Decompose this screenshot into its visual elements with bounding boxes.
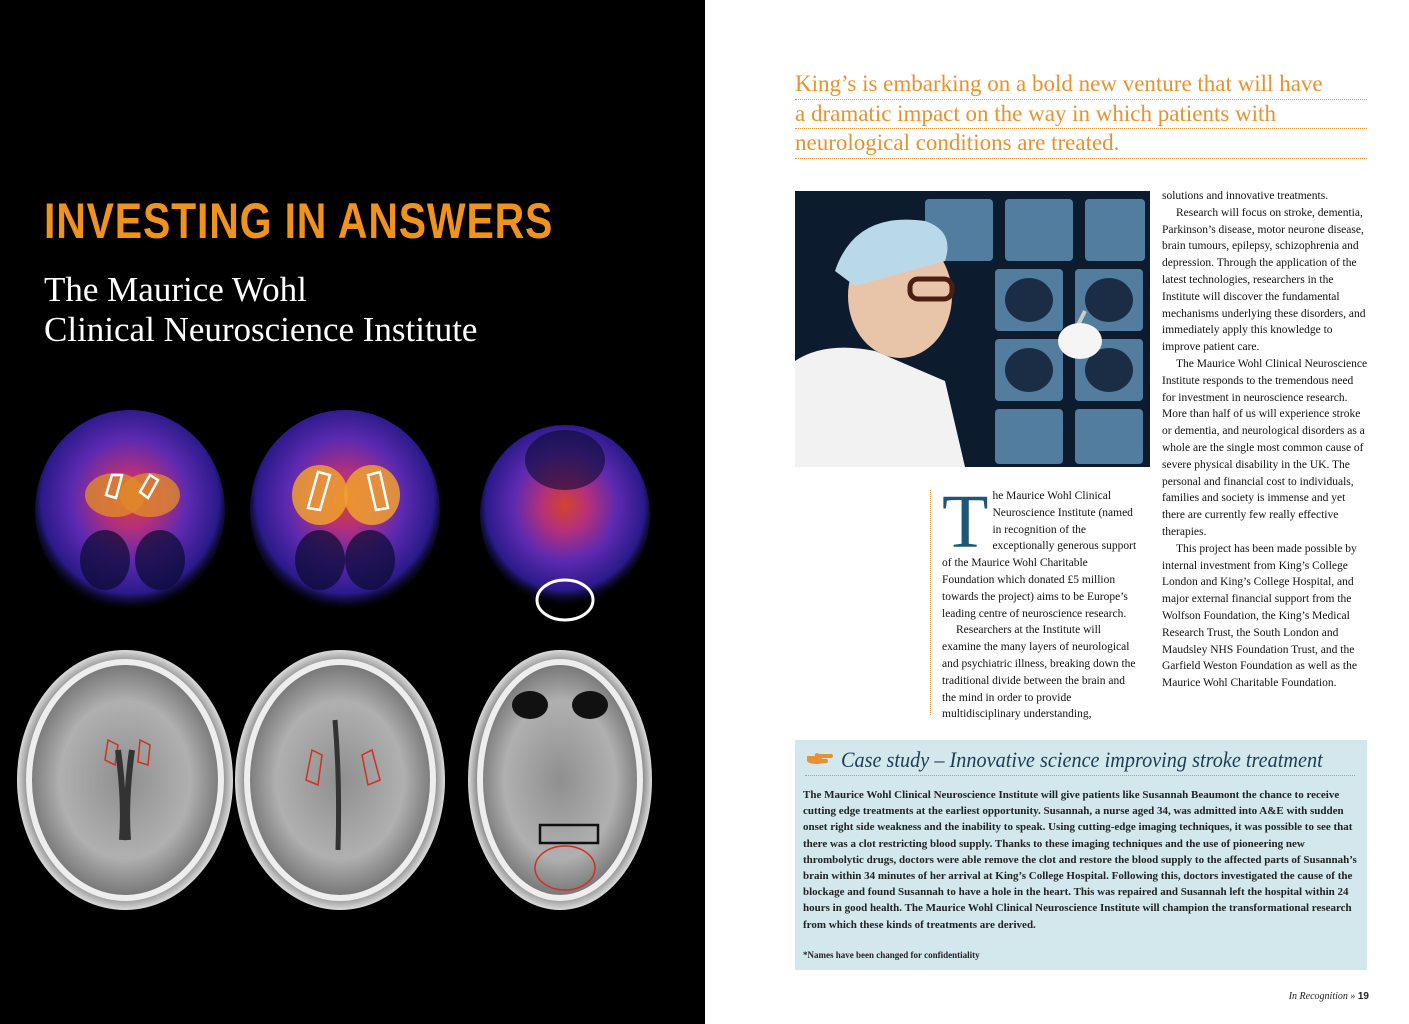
article-paragraph: solutions and innovative treatments. (1162, 190, 1329, 202)
brain-scans-image (0, 400, 705, 1024)
mri-scan-2 (235, 650, 445, 910)
subtitle-line-2: Clinical Neuroscience Institute (44, 310, 478, 349)
article-column-1 (942, 480, 1138, 723)
case-study-note: *Names have been changed for confidentiality (803, 950, 980, 960)
case-study-title: Case study – Innovative science improving stroke treatment (841, 747, 1323, 772)
intro-line-3: neurological conditions are treated. (795, 129, 1367, 159)
pet-scan-2 (250, 410, 440, 610)
mri-scan-3 (468, 650, 652, 910)
page-footer (1289, 991, 1369, 1002)
intro-text (795, 70, 1367, 159)
pet-scan-1 (35, 410, 225, 610)
footer-separator: » (1350, 991, 1356, 1002)
subtitle-line-1: The Maurice Wohl (44, 270, 307, 309)
article-paragraph: Research will focus on stroke, dementia, Parkinson’s disease, motor neurone disease, brain tumours, epilepsy, schizophrenia and depression. Through the application of the latest technologies, researchers in the Institute will discover the fundamental mechanisms underlying these disorders, and immediately apply this knowledge to improve patient care. (1162, 206, 1366, 354)
page-number: 19 (1357, 991, 1369, 1002)
pointing-hand-icon (805, 751, 835, 772)
case-study-header (805, 745, 1355, 776)
article-paragraph: Researchers at the Institute will examine the many layers of neurological and psychiatric illness, breaking down the traditional divide between the brain and the mind in order to provide multidisciplinary understanding, (942, 624, 1136, 721)
article-paragraph: he Maurice Wohl Clinical Neuroscience Institute (named in recognition of the exceptionally generous support of the Maurice Wohl Charitable Foundation which donated £5 million towards the project) aims to be Europe’s leading centre of neuroscience research. (942, 490, 1137, 620)
headline: INVESTING IN ANSWERS (44, 193, 554, 249)
subtitle (44, 270, 477, 350)
intro-line-1: King’s is embarking on a bold new venture that will have (795, 70, 1367, 100)
publication-name: In Recognition (1288, 991, 1348, 1002)
article-column-2 (1162, 188, 1369, 692)
pet-scan-3 (480, 425, 650, 620)
column-divider (930, 490, 931, 715)
intro-line-2: a dramatic impact on the way in which patients with (795, 100, 1367, 130)
drop-cap: T (942, 480, 989, 564)
right-page (705, 0, 1409, 1024)
doctor-photo (795, 191, 1150, 467)
case-study-box (795, 740, 1367, 970)
mri-scan-1 (17, 650, 233, 910)
article-paragraph: The Maurice Wohl Clinical Neuroscience Institute responds to the tremendous need for investment in neuroscience research. More than half of us will experience stroke or dementia, and neurological disorders as a whole are the single most common cause of severe physical disability in the UK. The personal and financial cost to individuals, families and society is immense and yet there are currently few really effective therapies. (1162, 357, 1368, 538)
case-study-body: The Maurice Wohl Clinical Neuroscience Institute will give patients like Susannah Beaumont the chance to receive cutting edge treatments at the earliest opportunity. Susannah, a nurse aged 34, was admitted into A&E with sudden onset right side weakness and the inability to speak. Using cutting-edge imaging techniques, it was possible to see that there was a clot restricting blood supply. Thanks to these imaging techniques and the use of pioneering new thrombolytic drugs, doctors were able remove the clot and restore the blood supply to the affected parts of Susannah’s brain within 34 minutes of her arrival at King’s College Hospital. Following this, doctors investigated the cause of the blockage and found Susannah to have a hole in the heart. This was repaired and Susannah left the hospital within 24 hours in good health. The Maurice Wohl Clinical Neuroscience Institute will champion the transformational research from which these kinds of treatments are derived. (803, 789, 1357, 931)
article-paragraph: This project has been made possible by internal investment from King’s College London and King’s College Hospital, and major external financial support from the Wolfson Foundation, the King’s Medical Research Trust, the South London and Maudsley NHS Foundation Trust, and the Garfield Weston Foundation as well as the Maurice Wohl Charitable Foundation. (1162, 542, 1357, 690)
